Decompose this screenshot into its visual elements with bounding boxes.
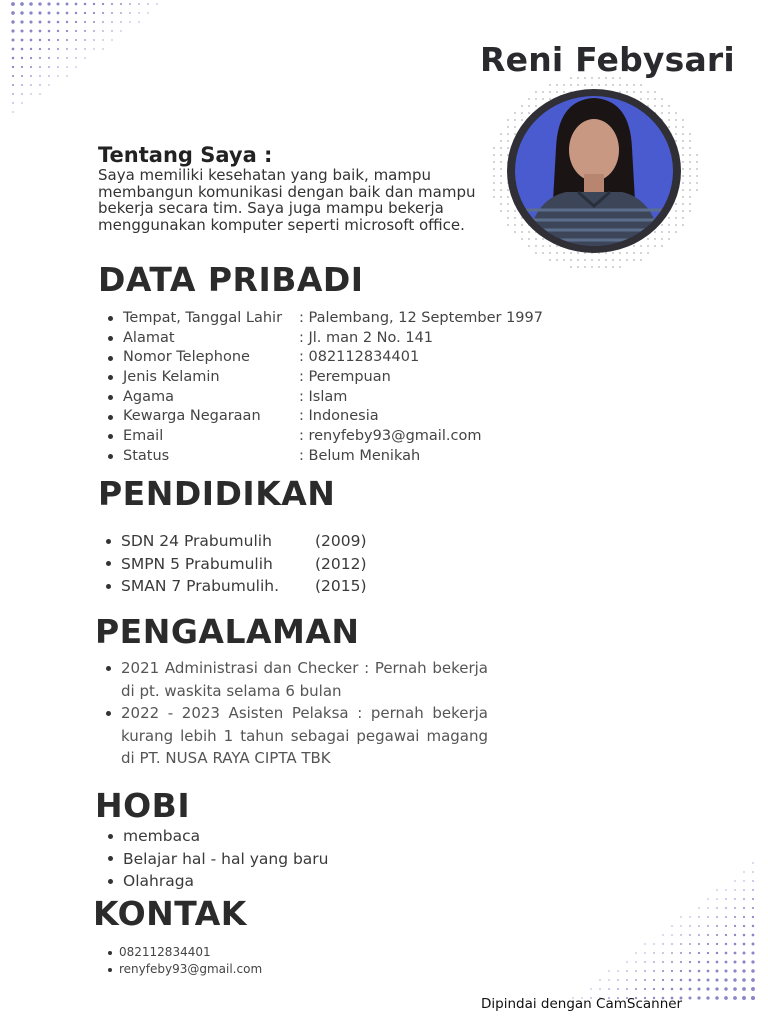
personal-item xyxy=(108,447,543,467)
personal-value: : Palembang, 12 September 1997 xyxy=(299,310,543,326)
experience-item xyxy=(106,657,488,702)
school-name: SMAN 7 Prabumulih. xyxy=(121,577,280,595)
personal-item xyxy=(108,388,543,408)
bullet-icon xyxy=(108,879,113,884)
bullet-icon xyxy=(108,375,113,380)
contact-item xyxy=(108,944,262,961)
personal-label: Jenis Kelamin xyxy=(123,369,220,386)
about-title: Tentang Saya : xyxy=(98,143,273,167)
personal-value: : Belum Menikah xyxy=(299,447,421,464)
personal-value: : Islam xyxy=(299,388,348,405)
education-item xyxy=(106,530,367,553)
dot-pattern-top-left xyxy=(0,0,200,150)
about-text: Saya memiliki kesehatan yang baik, mampu membangun komunikasi dengan baik dan mampu bekerja secara tim. Saya juga mampu bekerja menggunakan komputer seperti microsoft office. xyxy=(98,166,476,234)
experience-text: 2021 Administrasi dan Checker : Pernah bekerja di pt. waskita selama 6 bulan xyxy=(121,659,488,700)
personal-value: : Perempuan xyxy=(299,369,391,386)
hobby-text: Belajar hal - hal yang baru xyxy=(123,849,329,868)
personal-item xyxy=(108,407,543,427)
bullet-icon xyxy=(108,856,113,861)
personal-data-heading: DATA PRIBADI xyxy=(98,260,364,299)
hobby-text: membaca xyxy=(123,827,201,845)
contact-phone: 082112834401 xyxy=(119,945,211,959)
bullet-icon xyxy=(108,968,112,972)
bullet-icon xyxy=(108,356,113,361)
contact-list xyxy=(108,944,262,978)
personal-label: Nomor Telephone xyxy=(123,349,250,366)
personal-value: : Indonesia xyxy=(299,408,379,425)
personal-value: : Jl. man 2 No. 141 xyxy=(299,329,434,346)
contact-email: renyfeby93@gmail.com xyxy=(119,962,263,976)
bullet-icon xyxy=(106,666,111,671)
school-year: (2015) xyxy=(315,577,367,595)
bullet-icon xyxy=(108,951,112,955)
bullet-icon xyxy=(106,584,111,589)
bullet-icon xyxy=(108,336,113,341)
education-list xyxy=(106,530,367,598)
education-heading: PENDIDIKAN xyxy=(98,474,336,513)
school-year: (2012) xyxy=(315,554,367,573)
school-name: SMPN 5 Prabumulih xyxy=(121,554,273,573)
bullet-icon xyxy=(106,711,111,716)
bullet-icon xyxy=(108,316,113,321)
personal-label: Kewarga Negaraan xyxy=(123,408,261,425)
personal-item xyxy=(108,427,543,447)
profile-photo xyxy=(506,88,682,254)
hobby-text: Olahraga xyxy=(123,872,195,890)
bullet-icon xyxy=(108,434,113,439)
school-year: (2009) xyxy=(315,532,367,550)
personal-label: Tempat, Tanggal Lahir xyxy=(123,310,283,326)
bullet-icon xyxy=(108,395,113,400)
personal-data-list xyxy=(108,309,543,467)
experience-text: 2022 - 2023 Asisten Pelaksa : pernah bekerja kurang lebih 1 tahun sebagai pegawai magang di PT. NUSA RAYA CIPTA TBK xyxy=(121,704,488,767)
personal-item xyxy=(108,348,543,368)
hobby-item xyxy=(108,825,329,848)
hobby-item xyxy=(108,848,329,871)
hobby-list xyxy=(108,825,329,893)
personal-label: Email xyxy=(123,428,164,445)
personal-value: : 082112834401 xyxy=(299,349,420,366)
scanner-footer: Dipindai dengan CamScanner xyxy=(481,996,683,1012)
hobby-heading: HOBI xyxy=(95,786,191,825)
candidate-name: Reni Febysari xyxy=(480,40,735,79)
personal-item xyxy=(108,309,543,329)
bullet-icon xyxy=(106,539,111,544)
personal-label: Alamat xyxy=(123,329,175,346)
hobby-item xyxy=(108,870,329,893)
experience-item xyxy=(106,702,488,770)
personal-value: : renyfeby93@gmail.com xyxy=(299,428,482,445)
personal-label: Agama xyxy=(123,388,175,405)
education-item xyxy=(106,575,367,598)
dot-pattern-bottom-right xyxy=(560,850,768,1000)
personal-item xyxy=(108,368,543,388)
personal-label: Status xyxy=(123,447,170,464)
bullet-icon xyxy=(108,415,113,420)
bullet-icon xyxy=(108,834,113,839)
experience-heading: PENGALAMAN xyxy=(95,612,360,651)
bullet-icon xyxy=(106,561,111,566)
contact-item xyxy=(108,961,262,978)
education-item xyxy=(106,553,367,576)
bullet-icon xyxy=(108,454,113,459)
experience-list xyxy=(106,657,488,770)
contact-heading: KONTAK xyxy=(93,894,247,933)
school-name: SDN 24 Prabumulih xyxy=(121,532,272,550)
personal-item xyxy=(108,329,543,349)
